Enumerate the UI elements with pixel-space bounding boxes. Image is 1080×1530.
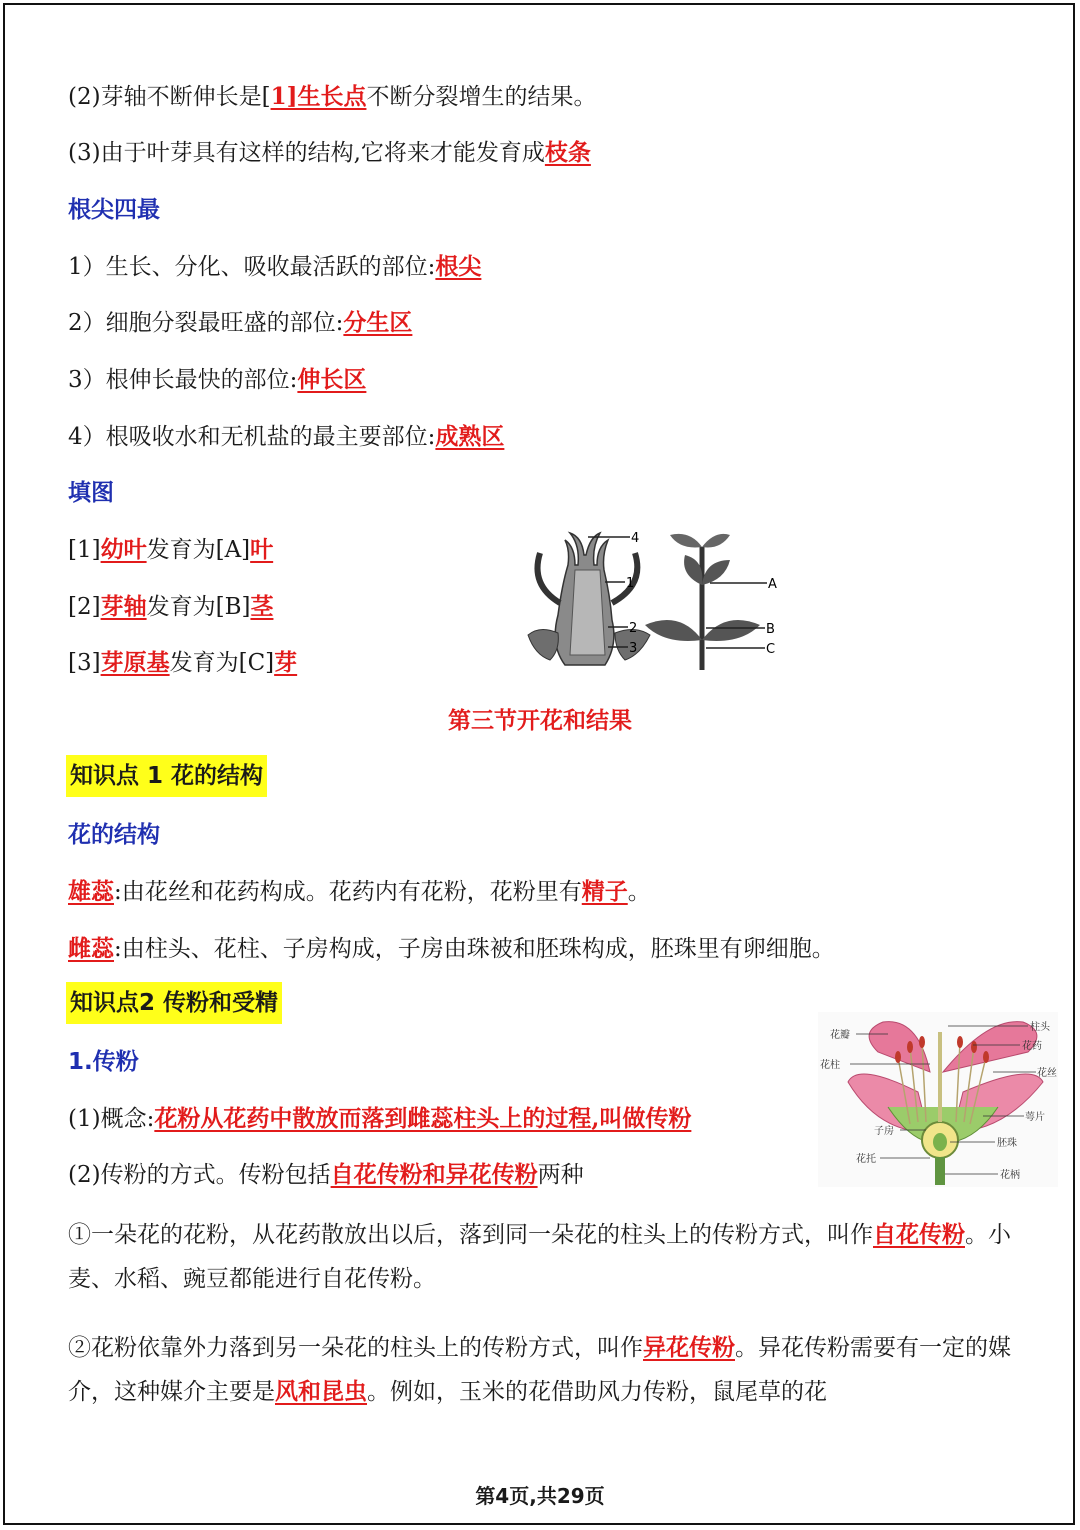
text: 不断分裂增生的结果。 [366,84,597,110]
fill-item-2 [68,592,273,622]
label-2: 2 [629,621,638,636]
label-style: 花柱 [820,1060,840,1071]
bud-structure-diagram [520,525,785,675]
root-item-2 [68,308,412,338]
label-4: 4 [631,531,640,546]
answer: 风和昆虫 [275,1378,367,1405]
knowledge-point-1-label: 知识点 1 花的结构 [66,755,267,797]
cross-pollination-paragraph [68,1326,1013,1414]
text: (1)概念: [68,1106,155,1132]
root-item-4 [68,422,504,452]
text: [2] [68,594,101,620]
label-B: B [766,622,775,637]
answer: 自花传粉和异花传粉 [330,1161,538,1188]
answer: 伸长区 [297,366,367,393]
text: 发育为[A] [146,537,251,563]
answer: 芽原基 [100,649,170,676]
text: 。小麦、水稻、豌豆都能进行自花传粉。 [68,1222,1011,1292]
answer: 分生区 [343,309,413,336]
answer: 异花传粉 [643,1334,735,1361]
text: ①一朵花的花粉，从花药散放出以后，落到同一朵花的柱头上的传粉方式，叫作 [68,1222,873,1248]
text: 4）根吸收水和无机盐的最主要部位: [68,424,436,450]
text: [3] [68,650,101,676]
label-ovule: 胚珠 [997,1138,1017,1149]
label-1: 1 [626,576,635,591]
label-anther: 花药 [1022,1041,1042,1052]
text: 3）根伸长最快的部位: [68,367,298,393]
answer: 茎 [250,593,274,620]
label-stigma: 柱头 [1030,1022,1050,1033]
answer: 自花传粉 [873,1221,965,1248]
answer: 雌蕊 [68,935,114,962]
bud-growth-line [68,82,596,112]
self-pollination-paragraph [68,1213,1013,1301]
text: :由柱头、花柱、子房构成，子房由珠被和胚珠构成，胚珠里有卵细胞。 [114,936,835,962]
heading-fill-figure: 填图 [68,480,114,506]
text: ②花粉依靠外力落到另一朵花的柱头上的传粉方式，叫作 [68,1335,643,1361]
section-title: 第三节开花和结果 [448,708,632,734]
answer: 精子 [581,878,628,905]
heading-flower-structure: 花的结构 [68,822,160,848]
answer: 根尖 [435,253,482,280]
text: :由花丝和花药构成。花药内有花粉，花粉里有 [114,879,582,905]
answer: 雄蕊 [68,878,114,905]
pistil-line [68,934,835,964]
answer: 成熟区 [435,423,505,450]
text: [1] [68,537,101,563]
text: 2）细胞分裂最旺盛的部位: [68,310,344,336]
answer: 叶 [250,536,274,563]
label-petal: 花瓣 [830,1030,850,1041]
page-footer: 第4页,共29页 [475,1484,605,1508]
answer: 芽轴 [100,593,147,620]
label-receptacle: 花托 [856,1154,876,1165]
heading-pollination: 1.传粉 [68,1049,139,1075]
answer: 花粉从花药中散放而落到雌蕊柱头上的过程,叫做传粉 [154,1105,692,1132]
text: (2)传粉的方式。传粉包括 [68,1162,331,1188]
text: 。异花传粉需要有一定的媒介，这种媒介主要是 [68,1335,1011,1405]
pollination-concept [68,1104,691,1134]
answer: 芽 [274,649,298,676]
label-A: A [768,577,777,592]
text: 。 [627,879,651,905]
pollination-methods [68,1160,584,1190]
label-C: C [766,642,776,657]
label-sepal: 萼片 [1025,1112,1045,1123]
answer: 枝条 [544,139,591,166]
label-filament: 花丝 [1037,1068,1057,1079]
label-3: 3 [629,641,638,656]
flower-structure-diagram [818,1012,1058,1187]
text: 1）生长、分化、吸收最活跃的部位: [68,254,436,280]
knowledge-point-2-label: 知识点2 传粉和受精 [66,982,282,1024]
text: 两种 [537,1162,584,1188]
answer: 幼叶 [100,536,147,563]
label-ovary: 子房 [874,1126,894,1137]
text: 。例如，玉米的花借助风力传粉，鼠尾草的花 [367,1379,827,1405]
knowledge-point-1 [66,761,267,791]
fill-item-1 [68,535,273,565]
root-item-1 [68,252,481,282]
label-pedicel: 花柄 [1000,1170,1020,1181]
text: 发育为[B] [146,594,251,620]
root-item-3 [68,365,366,395]
stamen-line [68,877,651,907]
stem-drawing [645,534,760,670]
bud-branch-line [68,138,591,168]
text: (2)芽轴不断伸长是[ [68,84,271,110]
fill-item-3 [68,648,297,678]
knowledge-point-2 [66,988,282,1018]
heading-root-tip: 根尖四最 [68,197,160,223]
answer: 1]生长点 [270,83,367,110]
text: (3)由于叶芽具有这样的结构,它将来才能发育成 [68,140,545,166]
text: 发育为[C] [169,650,275,676]
